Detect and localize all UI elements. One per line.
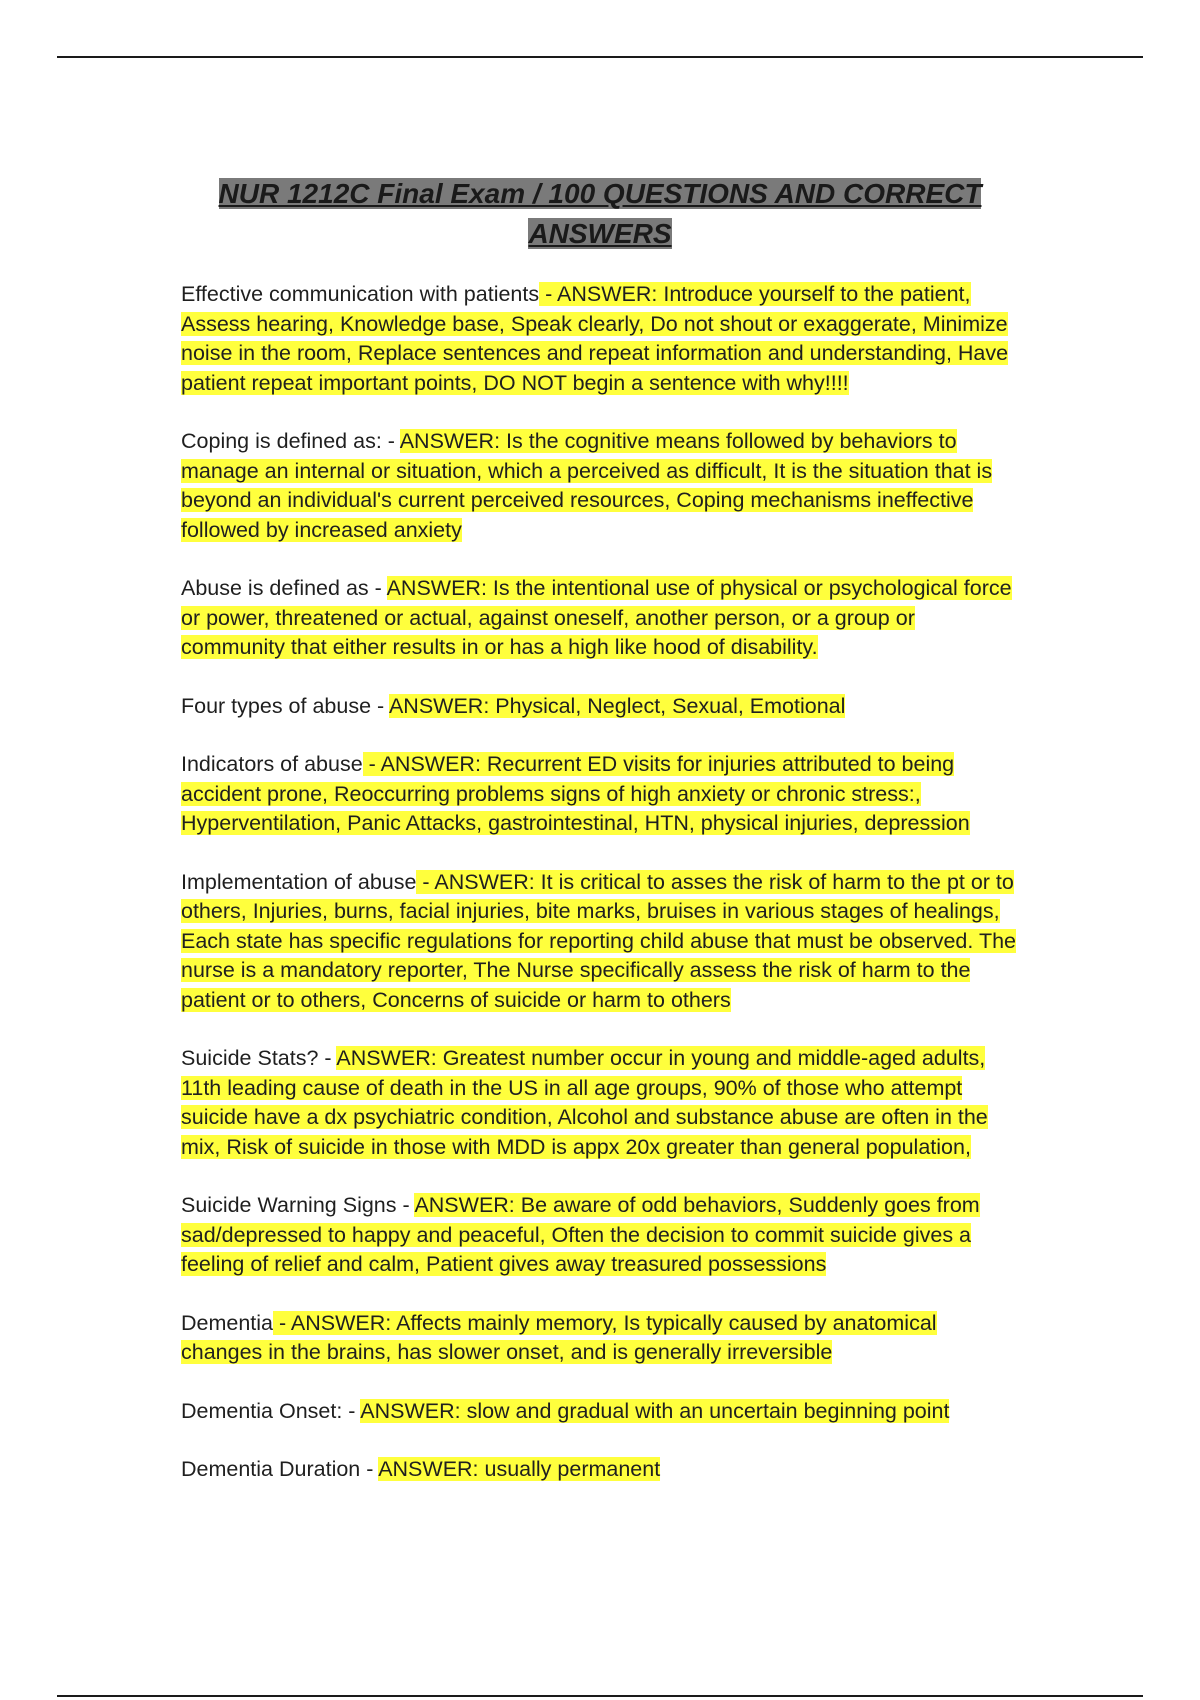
qa-item: [181, 280, 1021, 398]
question-text: Effective communication with patients: [181, 282, 540, 306]
document-title-text: NUR 1212C Final Exam / 100 QUESTIONS AND CORRECT ANSWERS: [218, 178, 982, 249]
bottom-rule: [57, 1695, 1143, 1697]
answer-text: - ANSWER: Recurrent ED visits for injuries attributed to being accident prone, Reoccurring problems signs of high anxiety or chronic stress:, Hyperventilation, Panic Attacks, gastrointestinal, HTN, physical injuries, depression: [181, 752, 970, 835]
qa-item: [181, 692, 1021, 722]
question-text: Suicide Warning Signs -: [181, 1193, 415, 1217]
question-text: Dementia Onset: -: [181, 1398, 361, 1423]
answer-text: ANSWER: Is the intentional use of physical or psychological force or power, threatened or actual, against oneself, another person, or a group or community that either results in or has a high like hood of disability.: [181, 576, 1012, 659]
answer-text: - ANSWER: Introduce yourself to the patient, Assess hearing, Knowledge base, Speak clearly, Do not shout or exaggerate, Minimize noise in the room, Replace sentences and repeat information and understanding, Have patient repeat important points, DO NOT begin a sentence with why!!!!: [181, 282, 1009, 395]
answer-text: ANSWER: Physical, Neglect, Sexual, Emotional: [388, 693, 846, 718]
answer-text: ANSWER: usually permanent: [378, 1457, 661, 1481]
qa-item: [181, 574, 1021, 663]
answer-text: ANSWER: Greatest number occur in young and middle-aged adults, 11th leading cause of death in the US in all age groups, 90% of those who attempt suicide have a dx psychiatric condition, Alcohol and substance abuse are often in the mix, Risk of suicide in those with MDD is appx 20x greater than general population,: [181, 1046, 988, 1159]
qa-list: [181, 280, 1021, 1514]
answer-text: - ANSWER: Affects mainly memory, Is typically caused by anatomical changes in the brains, has slower onset, and is generally irreversible: [181, 1310, 937, 1364]
question-text: Implementation of abuse: [181, 869, 417, 894]
document-title: [150, 174, 1050, 254]
qa-item: [181, 427, 1021, 545]
qa-item: [181, 1455, 1021, 1485]
question-text: Suicide Stats? -: [181, 1046, 337, 1070]
qa-item: [181, 868, 1021, 1016]
qa-item: [181, 1309, 1021, 1368]
question-text: Indicators of abuse: [181, 752, 363, 776]
question-text: Dementia Duration -: [181, 1457, 379, 1481]
top-rule: [57, 56, 1143, 58]
qa-item: [181, 1044, 1021, 1162]
question-text: Dementia: [181, 1310, 274, 1335]
answer-text: ANSWER: slow and gradual with an uncertain beginning point: [360, 1398, 950, 1423]
answer-text: - ANSWER: It is critical to asses the risk of harm to the pt or to others, Injuries, burns, facial injuries, bite marks, bruises in various stages of healings, Each state has specific regulations for reporting child abuse that must be observed. The nurse is a mandatory reporter, The Nurse specifically assess the risk of harm to the patient or to others, Concerns of suicide or harm to others: [181, 869, 1016, 1012]
question-text: Four types of abuse -: [181, 693, 389, 718]
qa-item: [181, 750, 1021, 839]
answer-text: ANSWER: Is the cognitive means followed by behaviors to manage an internal or situation, which a perceived as difficult, It is the situation that is beyond an individual's current perceived resources, Coping mechanisms ineffective followed by increased anxiety: [181, 429, 993, 542]
question-text: Coping is defined as: -: [181, 429, 400, 453]
qa-item: [181, 1397, 1021, 1427]
question-text: Abuse is defined as -: [181, 576, 387, 600]
qa-item: [181, 1191, 1021, 1280]
answer-text: ANSWER: Be aware of odd behaviors, Suddenly goes from sad/depressed to happy and peaceful, Often the decision to commit suicide gives a feeling of relief and calm, Patient gives away treasured possessions: [181, 1193, 980, 1276]
